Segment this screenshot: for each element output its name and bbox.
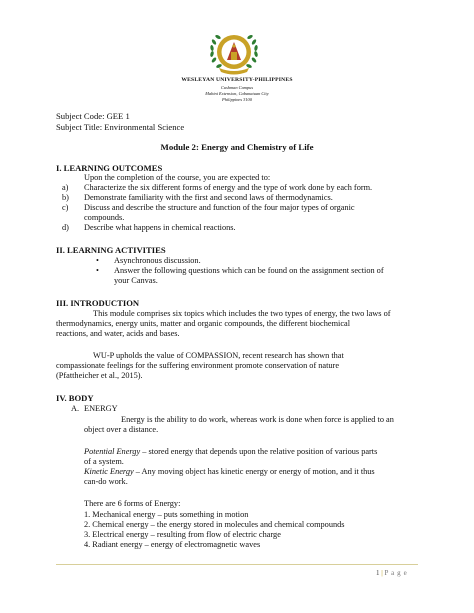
energy-subsection-marker: A. bbox=[71, 404, 80, 413]
potential-energy-continuation: of a system. bbox=[84, 457, 124, 466]
potential-energy-line bbox=[84, 447, 377, 456]
kinetic-energy-continuation: can-do work. bbox=[84, 477, 128, 486]
footer-rule bbox=[56, 564, 418, 565]
activity-item: Asynchronous discussion. bbox=[114, 256, 201, 265]
kinetic-energy-line bbox=[84, 467, 375, 476]
address-line-1: Cushman Campus bbox=[220, 85, 254, 90]
bullet-icon: • bbox=[96, 256, 99, 265]
body-heading: IV. BODY bbox=[56, 393, 94, 403]
introduction-paragraph-2-line: (Pfattheicher et al., 2015). bbox=[56, 371, 143, 380]
outcome-item-continuation: compounds. bbox=[84, 213, 125, 222]
activity-item: Answer the following questions which can be found on the assignment section of bbox=[114, 266, 384, 275]
outcome-marker: b) bbox=[62, 193, 69, 202]
outcome-item: Describe what happens in chemical reactions. bbox=[84, 223, 236, 232]
activity-item-continuation: your Canvas. bbox=[114, 276, 158, 285]
introduction-paragraph-1-line: This module comprises six topics which includes the two types of energy, the two laws of bbox=[93, 309, 391, 318]
introduction-paragraph-1-line: reactions, and water, acids and bases. bbox=[56, 329, 180, 338]
energy-subsection-heading: ENERGY bbox=[84, 404, 118, 413]
energy-definition-line: Energy is the ability to do work, whereas work is done when force is applied to an bbox=[121, 415, 394, 424]
introduction-paragraph-2-line: WU-P upholds the value of COMPASSION, recent research has shown that bbox=[93, 351, 344, 360]
outcome-marker: d) bbox=[62, 223, 69, 232]
energy-forms-intro: There are 6 forms of Energy: bbox=[84, 499, 181, 508]
page-number: 1 bbox=[376, 569, 380, 577]
page-label: P a g e bbox=[384, 569, 408, 577]
potential-energy-description: – stored energy that depends upon the relative position of various parts bbox=[140, 447, 378, 456]
kinetic-energy-description: – Any moving object has kinetic energy or energy of motion, and it thus bbox=[133, 467, 375, 476]
university-name: WESLEYAN UNIVERSITY-PHILIPPINES bbox=[181, 77, 293, 83]
page-footer bbox=[376, 569, 407, 577]
address-line-2: Mabini Extension, Cabanatuan City bbox=[205, 91, 269, 96]
learning-activities-heading: II. LEARNING ACTIVITIES bbox=[56, 245, 166, 255]
potential-energy-term: Potential Energy bbox=[84, 447, 141, 456]
energy-form-item: 4. Radiant energy – energy of electromagnetic waves bbox=[84, 540, 261, 549]
bullet-icon: • bbox=[96, 266, 99, 275]
footer-separator: | bbox=[381, 569, 383, 577]
introduction-paragraph-2-line: compassionate feelings for the suffering environment promote conservation of nature bbox=[56, 361, 340, 370]
outcome-item: Demonstrate familiarity with the first and second laws of thermodynamics. bbox=[84, 193, 333, 202]
university-seal-logo bbox=[205, 30, 263, 76]
module-title: Module 2: Energy and Chemistry of Life bbox=[160, 142, 314, 152]
energy-form-item: 1. Mechanical energy – puts something in motion bbox=[84, 510, 249, 519]
subject-code: Subject Code: GEE 1 bbox=[56, 111, 130, 121]
introduction-paragraph-1-line: thermodynamics, energy units, matter and organic compounds, the different biochemical bbox=[56, 319, 350, 328]
energy-form-item: 2. Chemical energy – the energy stored in molecules and chemical compounds bbox=[84, 520, 345, 529]
introduction-heading: III. INTRODUCTION bbox=[56, 298, 140, 308]
learning-outcomes-intro: Upon the completion of the course, you are expected to: bbox=[84, 173, 271, 182]
subject-title: Subject Title: Environmental Science bbox=[56, 122, 185, 132]
outcome-item: Discuss and describe the structure and function of the four major types of organic bbox=[84, 203, 355, 212]
learning-outcomes-heading: I. LEARNING OUTCOMES bbox=[56, 163, 163, 173]
kinetic-energy-term: Kinetic Energy bbox=[84, 467, 134, 476]
energy-definition-line: object over a distance. bbox=[84, 425, 159, 434]
energy-form-item: 3. Electrical energy – resulting from flow of electric charge bbox=[84, 530, 281, 539]
outcome-item: Characterize the six different forms of energy and the type of work done by each form. bbox=[84, 183, 373, 192]
address-line-3: Philippines 3100 bbox=[222, 97, 252, 102]
outcome-marker: a) bbox=[62, 183, 69, 192]
outcome-marker: c) bbox=[62, 203, 69, 212]
